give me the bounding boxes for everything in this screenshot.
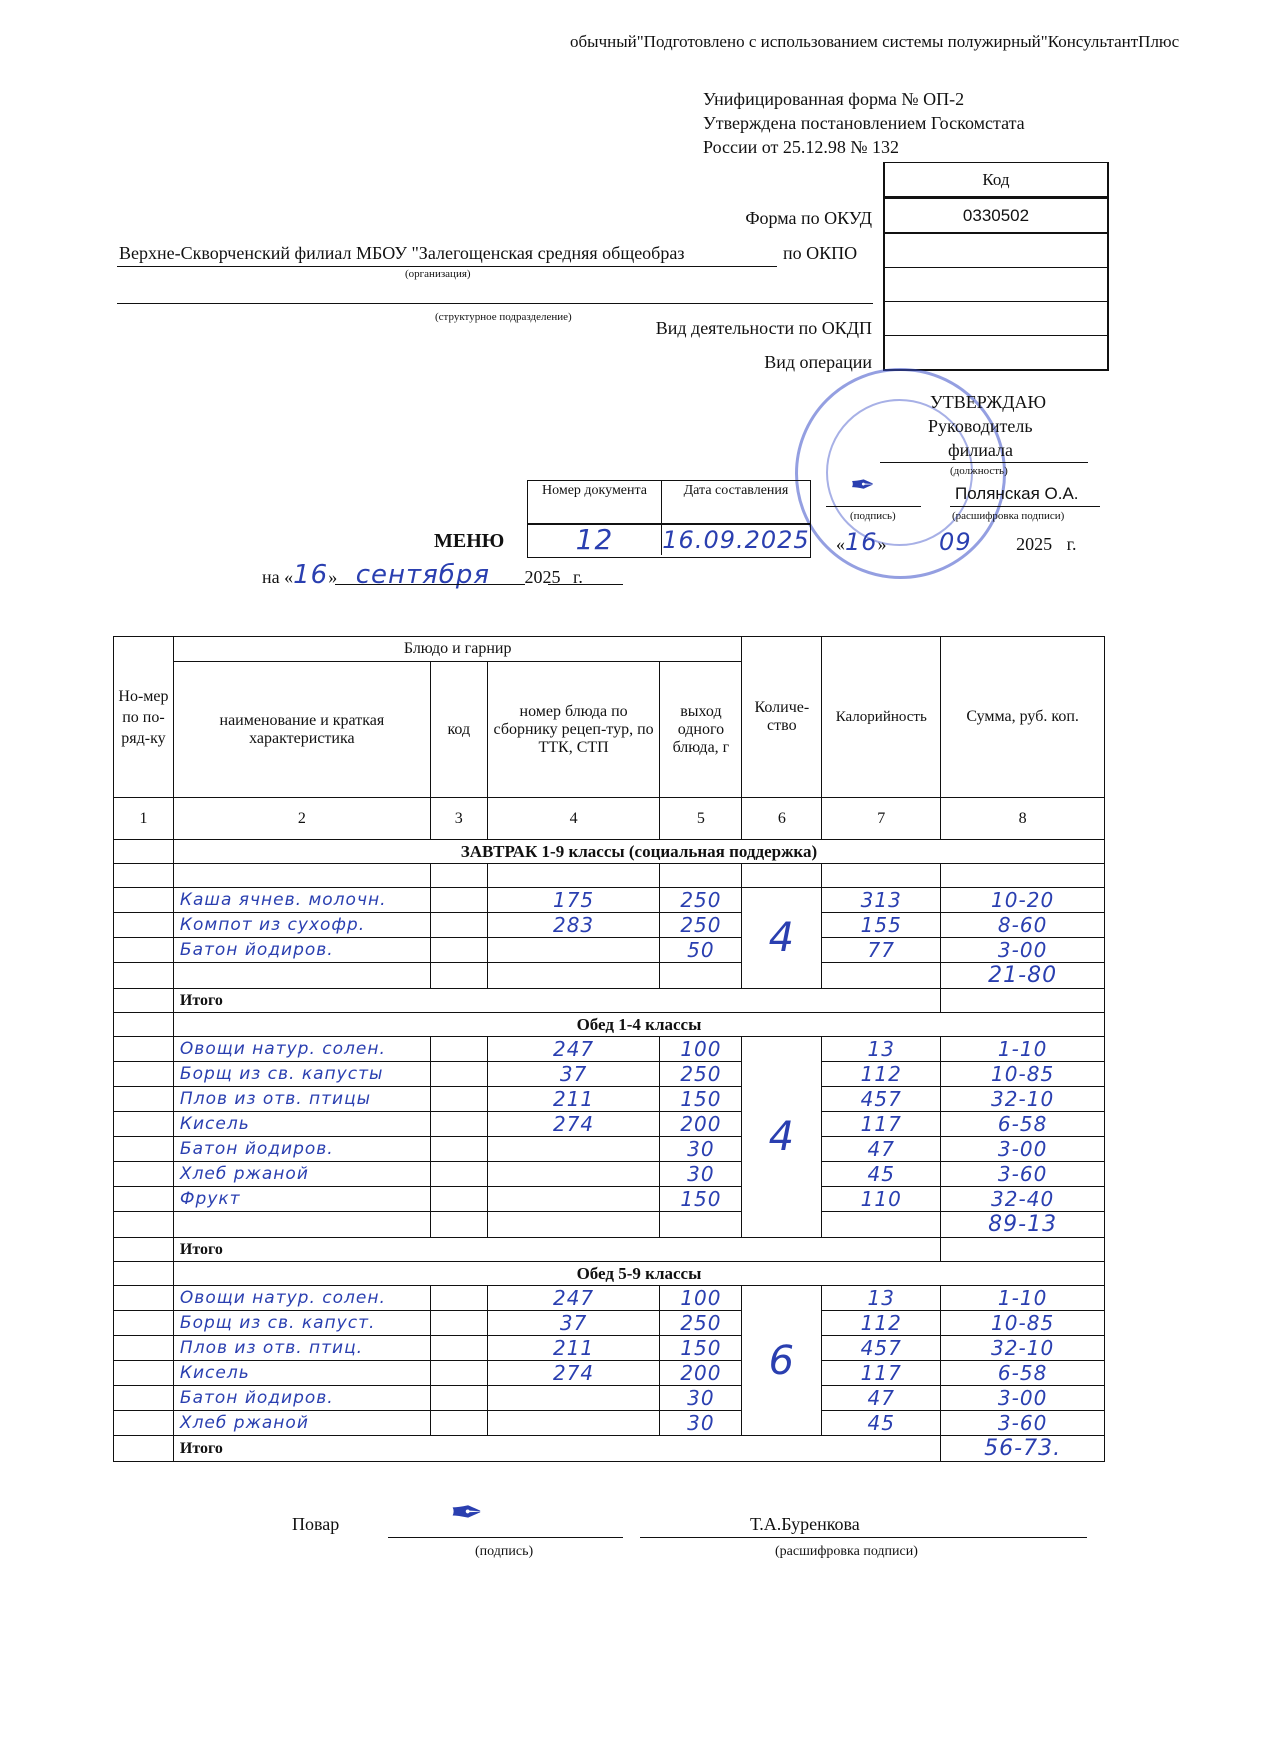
- dish-name: Плов из отв. птицы: [173, 1087, 430, 1112]
- subtotal-sum: 89-13: [941, 1212, 1105, 1238]
- dish-sum: 32-10: [941, 1087, 1105, 1112]
- dish-recipe: [487, 1187, 660, 1212]
- dish-yield: 30: [660, 1162, 742, 1187]
- total-row: [114, 1436, 1105, 1462]
- blank-cell: [742, 864, 822, 888]
- row-num: [114, 1336, 174, 1361]
- cook-name-caption: (расшифровка подписи): [775, 1544, 918, 1559]
- table-row: [114, 1411, 1105, 1436]
- organization-caption: (организация): [405, 268, 471, 280]
- header-yield: выход одного блюда, г: [660, 662, 742, 798]
- dish-qty: 6: [742, 1286, 822, 1436]
- col-number: 2: [173, 798, 430, 840]
- dish-sum: 1-10: [941, 1286, 1105, 1311]
- dish-name: Фрукт: [173, 1187, 430, 1212]
- organization-underline: [117, 266, 777, 267]
- dish-code: [430, 1137, 487, 1162]
- dish-yield: 250: [660, 1311, 742, 1336]
- subtotal-row: [114, 1212, 1105, 1238]
- subtotal-row: [114, 963, 1105, 989]
- subtotal-sum: 21-80: [941, 963, 1105, 989]
- dish-yield: 200: [660, 1361, 742, 1386]
- blank-cell: [173, 1212, 430, 1238]
- dish-code: [430, 1361, 487, 1386]
- dish-sum: 3-00: [941, 938, 1105, 963]
- position-caption: (должность): [950, 465, 1008, 477]
- dish-calories: 45: [822, 1162, 941, 1187]
- okud-label: Форма по ОКУД: [745, 208, 872, 228]
- dish-recipe: 283: [487, 913, 660, 938]
- blank-cell: [660, 963, 742, 989]
- dish-calories: 13: [822, 1286, 941, 1311]
- dish-code: [430, 1037, 487, 1062]
- dish-name: Батон йодиров.: [173, 1137, 430, 1162]
- dish-yield: 150: [660, 1087, 742, 1112]
- cook-signature-caption: (подпись): [475, 1544, 534, 1559]
- total-row: [114, 989, 1105, 1013]
- form-info-line: России от 25.12.98 № 132: [703, 137, 900, 157]
- table-row: [114, 1187, 1105, 1212]
- dish-sum: 32-40: [941, 1187, 1105, 1212]
- dish-yield: 30: [660, 1411, 742, 1436]
- dish-yield: 100: [660, 1037, 742, 1062]
- section-title-row: [114, 840, 1105, 864]
- row-num: [114, 1361, 174, 1386]
- row-num: [114, 1212, 174, 1238]
- dish-recipe: 274: [487, 1112, 660, 1137]
- dish-code: [430, 888, 487, 913]
- dish-code: [430, 1386, 487, 1411]
- header-name: наименование и краткая характеристика: [173, 662, 430, 798]
- doc-number: 12: [528, 525, 662, 555]
- dish-qty: 4: [742, 888, 822, 989]
- table-row: [114, 1286, 1105, 1311]
- row-num: [114, 1411, 174, 1436]
- organization-name: Верхне-Скворченский филиал МБОУ "Залегощенская средняя общеобраз: [119, 243, 685, 263]
- form-info-line: Унифицированная форма № ОП-2: [703, 89, 965, 109]
- blank-cell: [487, 864, 660, 888]
- row-num: [114, 1436, 174, 1462]
- dish-recipe: 211: [487, 1087, 660, 1112]
- dish-name: Овощи натур. солен.: [173, 1286, 430, 1311]
- row-num: [114, 1062, 174, 1087]
- dish-yield: 200: [660, 1112, 742, 1137]
- okdp-label: Вид деятельности по ОКДП: [655, 318, 872, 338]
- dish-recipe: 37: [487, 1311, 660, 1336]
- blank-row: [114, 864, 1105, 888]
- menu-year-suffix: г.: [572, 567, 583, 587]
- doc-number-label: Номер документа: [528, 481, 662, 525]
- menu-day: 16: [293, 560, 329, 590]
- table-row: [114, 1137, 1105, 1162]
- table-row: [114, 1112, 1105, 1137]
- table-row: [114, 1062, 1105, 1087]
- approval-title: УТВЕРЖДАЮ: [930, 392, 1047, 412]
- total-label: Итого: [173, 1238, 940, 1262]
- dish-recipe: 175: [487, 888, 660, 913]
- dish-calories: 117: [822, 1361, 941, 1386]
- cook-signature-line: [388, 1537, 623, 1538]
- blank-cell: [430, 963, 487, 989]
- dish-name: Овощи натур. солен.: [173, 1037, 430, 1062]
- subdivision-underline: [117, 303, 873, 304]
- dish-name: Кисель: [173, 1112, 430, 1137]
- blank-cell: [941, 864, 1105, 888]
- dish-calories: 155: [822, 913, 941, 938]
- row-num: [114, 1286, 174, 1311]
- dish-yield: 30: [660, 1386, 742, 1411]
- dish-sum: 3-60: [941, 1411, 1105, 1436]
- dish-name: Хлеб ржаной: [173, 1162, 430, 1187]
- dish-recipe: [487, 938, 660, 963]
- dish-calories: 45: [822, 1411, 941, 1436]
- section-title-row: [114, 1013, 1105, 1037]
- operation-code: [885, 336, 1107, 369]
- codes-box: [883, 162, 1109, 371]
- dish-name: Плов из отв. птиц.: [173, 1336, 430, 1361]
- menu-year-underline: [548, 584, 623, 585]
- menu-year: 2025: [524, 567, 561, 587]
- dish-sum: 3-60: [941, 1162, 1105, 1187]
- dish-sum: 10-85: [941, 1062, 1105, 1087]
- dish-sum: 1-10: [941, 1037, 1105, 1062]
- row-num: [114, 888, 174, 913]
- approval-position: Руководитель: [928, 416, 1033, 436]
- menu-body: [114, 840, 1105, 1462]
- approval-year: 2025: [1016, 534, 1053, 554]
- doc-number-box: [527, 480, 811, 558]
- menu-month: сентября: [355, 560, 490, 590]
- dish-calories: 117: [822, 1112, 941, 1137]
- col-number: 5: [660, 798, 742, 840]
- total-sum: [941, 1238, 1105, 1262]
- dish-code: [430, 1336, 487, 1361]
- section-num-cell: [114, 1013, 174, 1037]
- dish-recipe: 37: [487, 1062, 660, 1087]
- blank-cell: [822, 963, 941, 989]
- dish-code: [430, 1187, 487, 1212]
- menu-title: МЕНЮ: [434, 530, 505, 552]
- blank-cell: [487, 963, 660, 989]
- header-qty: Количе-ство: [742, 637, 822, 798]
- section-num-cell: [114, 1262, 174, 1286]
- menu-date-prefix: на «: [262, 567, 294, 587]
- table-row: [114, 1087, 1105, 1112]
- dish-code: [430, 1162, 487, 1187]
- dish-recipe: 247: [487, 1286, 660, 1311]
- col-number: 6: [742, 798, 822, 840]
- dish-calories: 77: [822, 938, 941, 963]
- cook-signature: ✒: [450, 1490, 485, 1536]
- row-num: [114, 1187, 174, 1212]
- dish-recipe: [487, 1162, 660, 1187]
- header-cal: Калорийность: [822, 637, 941, 798]
- doc-date: 16.09.2025: [662, 526, 810, 554]
- total-label: Итого: [173, 1436, 940, 1462]
- table-row: [114, 888, 1105, 913]
- total-sum: [941, 989, 1105, 1013]
- dish-recipe: [487, 1137, 660, 1162]
- table-row: [114, 1336, 1105, 1361]
- dish-yield: 150: [660, 1336, 742, 1361]
- dish-recipe: 211: [487, 1336, 660, 1361]
- dish-sum: 6-58: [941, 1361, 1105, 1386]
- director-signature-caption: (подпись): [850, 510, 896, 522]
- menu-date: [262, 560, 583, 590]
- blank-cell: [430, 1212, 487, 1238]
- blank-cell: [487, 1212, 660, 1238]
- table-row: [114, 913, 1105, 938]
- dish-calories: 110: [822, 1187, 941, 1212]
- okpo-code: [885, 234, 1107, 268]
- blank-cell: [822, 1212, 941, 1238]
- dish-code: [430, 1411, 487, 1436]
- dish-code: [430, 1286, 487, 1311]
- row-num: [114, 1386, 174, 1411]
- section-title: Обед 5-9 классы: [173, 1262, 1104, 1286]
- dish-name: Хлеб ржаной: [173, 1411, 430, 1436]
- total-sum: 56-73.: [941, 1436, 1105, 1462]
- header-recipe: номер блюда по сборнику рецеп-тур, по ТТК, СТП: [487, 662, 660, 798]
- director-name-line: [950, 506, 1100, 507]
- header-num: Но-мер по по-ряд-ку: [114, 637, 174, 798]
- dish-name: Батон йодиров.: [173, 938, 430, 963]
- blank-cell: [660, 1212, 742, 1238]
- extra-code: [885, 268, 1107, 302]
- dish-yield: 250: [660, 888, 742, 913]
- table-row: [114, 1162, 1105, 1187]
- dish-name: Каша ячнев. молочн.: [173, 888, 430, 913]
- cook-name-line: [640, 1537, 1087, 1538]
- row-num: [114, 1311, 174, 1336]
- okdp-code: [885, 302, 1107, 336]
- menu-date-quote: »: [328, 567, 338, 587]
- dish-recipe: [487, 1386, 660, 1411]
- row-num: [114, 1162, 174, 1187]
- dish-code: [430, 913, 487, 938]
- row-num: [114, 913, 174, 938]
- blank-cell: [173, 963, 430, 989]
- okud-code: 0330502: [883, 197, 1109, 234]
- form-info: [703, 87, 1025, 159]
- dish-name: Кисель: [173, 1361, 430, 1386]
- dish-yield: 250: [660, 1062, 742, 1087]
- dish-calories: 112: [822, 1311, 941, 1336]
- dish-sum: 10-85: [941, 1311, 1105, 1336]
- dish-name: Компот из сухофр.: [173, 913, 430, 938]
- subdivision-caption: (структурное подразделение): [435, 311, 572, 323]
- table-row: [114, 1361, 1105, 1386]
- approval-month: 09: [939, 528, 972, 556]
- menu-table: [113, 636, 1105, 1462]
- dish-recipe: [487, 1411, 660, 1436]
- dish-yield: 150: [660, 1187, 742, 1212]
- dish-qty: 4: [742, 1037, 822, 1238]
- blank-cell: [660, 864, 742, 888]
- section-title-row: [114, 1262, 1105, 1286]
- dish-calories: 47: [822, 1137, 941, 1162]
- col-number: 8: [941, 798, 1105, 840]
- codes-header: Код: [885, 163, 1107, 197]
- col-number: 3: [430, 798, 487, 840]
- dish-code: [430, 1311, 487, 1336]
- dish-name: Батон йодиров.: [173, 1386, 430, 1411]
- dish-sum: 10-20: [941, 888, 1105, 913]
- row-num: [114, 963, 174, 989]
- form-info-line: Утверждена постановлением Госкомстата: [703, 113, 1025, 133]
- blank-cell: [173, 864, 430, 888]
- dish-code: [430, 1087, 487, 1112]
- cook-name: Т.А.Буренкова: [750, 1514, 860, 1534]
- dish-yield: 50: [660, 938, 742, 963]
- dish-yield: 100: [660, 1286, 742, 1311]
- dish-sum: 6-58: [941, 1112, 1105, 1137]
- dish-yield: 250: [660, 913, 742, 938]
- menu-month-underline: [335, 584, 525, 585]
- table-row: [114, 938, 1105, 963]
- dish-name: Борщ из св. капуст.: [173, 1311, 430, 1336]
- position-underline: [880, 462, 1088, 463]
- dish-sum: 8-60: [941, 913, 1105, 938]
- approval-date: «16» 09 2025 г.: [836, 528, 1077, 556]
- section-title: Обед 1-4 классы: [173, 1013, 1104, 1037]
- approval-day: 16: [845, 528, 878, 556]
- dish-sum: 32-10: [941, 1336, 1105, 1361]
- dish-sum: 3-00: [941, 1386, 1105, 1411]
- row-num: [114, 1087, 174, 1112]
- total-label: Итого: [173, 989, 940, 1013]
- blank-cell: [822, 864, 941, 888]
- row-num: [114, 1137, 174, 1162]
- dish-code: [430, 938, 487, 963]
- doc-date-label: Дата составления: [662, 481, 810, 525]
- director-name: Полянская О.А.: [955, 484, 1079, 503]
- director-signature-line: [826, 506, 921, 507]
- dish-calories: 13: [822, 1037, 941, 1062]
- col-number: 7: [822, 798, 941, 840]
- row-num: [114, 989, 174, 1013]
- table-row: [114, 1386, 1105, 1411]
- director-name-caption: (расшифровка подписи): [952, 510, 1065, 522]
- col-number: 1: [114, 798, 174, 840]
- director-signature: ✒: [850, 468, 877, 503]
- dish-code: [430, 1062, 487, 1087]
- okpo-label: по ОКПО: [783, 243, 858, 263]
- total-row: [114, 1238, 1105, 1262]
- section-num-cell: [114, 840, 174, 864]
- table-row: [114, 1311, 1105, 1336]
- approval-position-2: филиала: [948, 440, 1014, 460]
- dish-sum: 3-00: [941, 1137, 1105, 1162]
- blank-cell: [114, 864, 174, 888]
- dish-recipe: 247: [487, 1037, 660, 1062]
- dish-calories: 47: [822, 1386, 941, 1411]
- dish-name: Борщ из св. капусты: [173, 1062, 430, 1087]
- cook-label: Повар: [292, 1514, 340, 1534]
- table-row: [114, 1037, 1105, 1062]
- row-num: [114, 1112, 174, 1137]
- dish-calories: 457: [822, 1087, 941, 1112]
- approval-year-suffix: г.: [1066, 534, 1077, 554]
- dish-code: [430, 1112, 487, 1137]
- row-num: [114, 1037, 174, 1062]
- col-number: 4: [487, 798, 660, 840]
- blank-cell: [430, 864, 487, 888]
- dish-yield: 30: [660, 1137, 742, 1162]
- dish-calories: 457: [822, 1336, 941, 1361]
- row-num: [114, 1238, 174, 1262]
- section-title: ЗАВТРАК 1-9 классы (социальная поддержка): [173, 840, 1104, 864]
- header-dish-group: Блюдо и гарнир: [173, 637, 741, 662]
- operation-label: Вид операции: [764, 352, 872, 372]
- dish-calories: 313: [822, 888, 941, 913]
- header-note: обычный"Подготовлено с использованием системы полужирный"КонсультантПлюс: [570, 32, 1180, 51]
- dish-calories: 112: [822, 1062, 941, 1087]
- dish-recipe: 274: [487, 1361, 660, 1386]
- header-code: код: [430, 662, 487, 798]
- header-sum: Сумма, руб. коп.: [941, 637, 1105, 798]
- row-num: [114, 938, 174, 963]
